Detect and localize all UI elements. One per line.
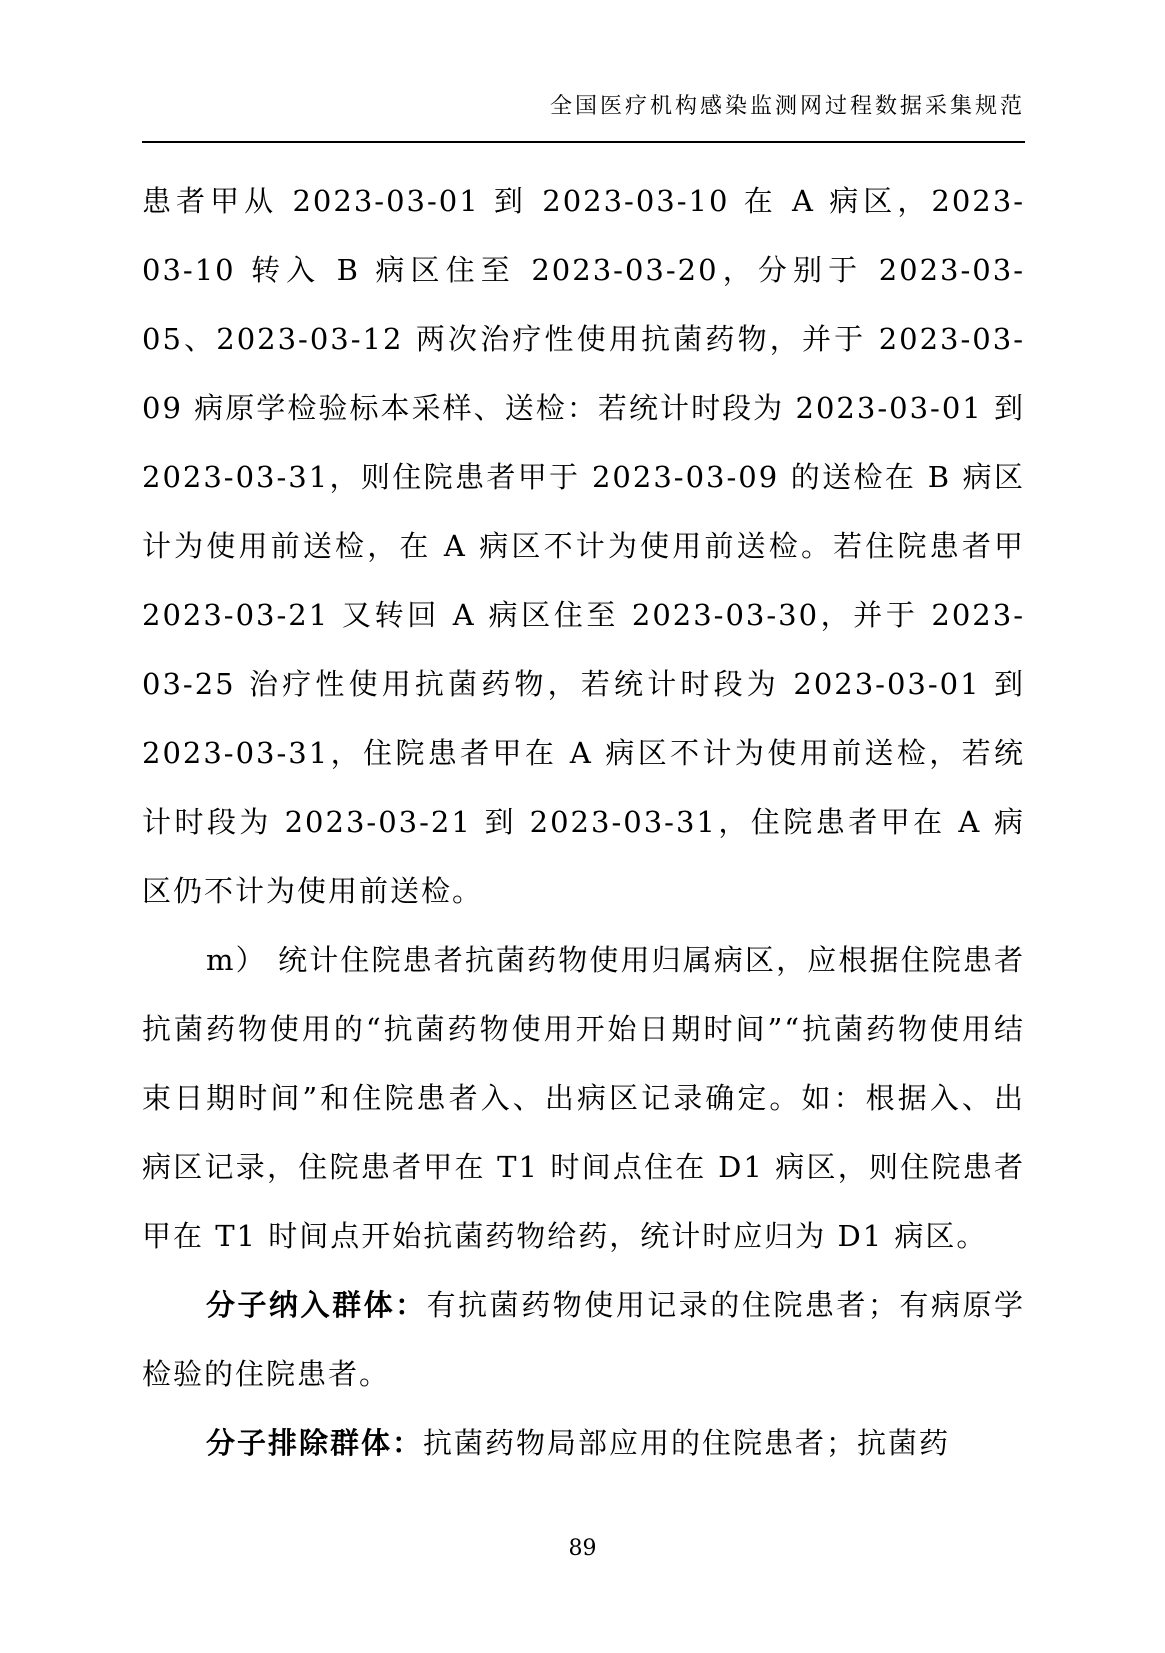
numerator-exclusion-label: 分子排除群体： [206,1426,424,1460]
paragraph-example-case: 患者甲从 2023-03-01 到 2023-03-10 在 A 病区，2023-03-10 转入 B 病区住至 2023-03-20，分别于 2023-03-05、2023-03-12 两次治疗性使用抗菌药物，并于 2023-03-09 病原学检验标本采样、送检：若统计时段为 2023-03-01 到 2023-03-31，则住院患者甲于 2023-03-09 的送检在 B 病区计为使用前送检，在 A 病区不计为使用前送检。若住院患者甲 2023-03-21 又转回 A 病区住至 2023-03-30，并于 2023-03-25 治疗性使用抗菌药物，若统计时段为 2023-03-01 到 2023-03-31，住院患者甲在 A 病区不计为使用前送检，若统计时段为 2023-03-21 到 2023-03-31，住院患者甲在 A 病区仍不计为使用前送检。 [142,184,1025,908]
numerator-exclusion-text: 抗菌药物局部应用的住院患者；抗菌药 [423,1426,951,1460]
numerator-inclusion-text: 有抗菌药物使用记录的住院患者；有病原学检验的住院患者。 [142,1288,1025,1391]
paragraph-item-m: m） 统计住院患者抗菌药物使用归属病区，应根据住院患者抗菌药物使用的“抗菌药物使用开始日期时间”“抗菌药物使用结束日期时间”和住院患者入、出病区记录确定。如：根据入、出病区记录，住院患者甲在 T1 时间点住在 D1 病区，则住院患者甲在 T1 时间点开始抗菌药物给药，统计时应归为 D1 病区。 [142,943,1025,1253]
page-number: 89 [568,1536,597,1561]
document-body [142,167,1025,1478]
header-divider [142,141,1025,143]
paragraph-numerator-exclusion [142,1409,1025,1478]
numerator-inclusion-label: 分子纳入群体： [206,1288,427,1322]
running-header: 全国医疗机构感染监测网过程数据采集规范 [549,94,1025,119]
paragraph-numerator-inclusion [142,1271,1025,1409]
